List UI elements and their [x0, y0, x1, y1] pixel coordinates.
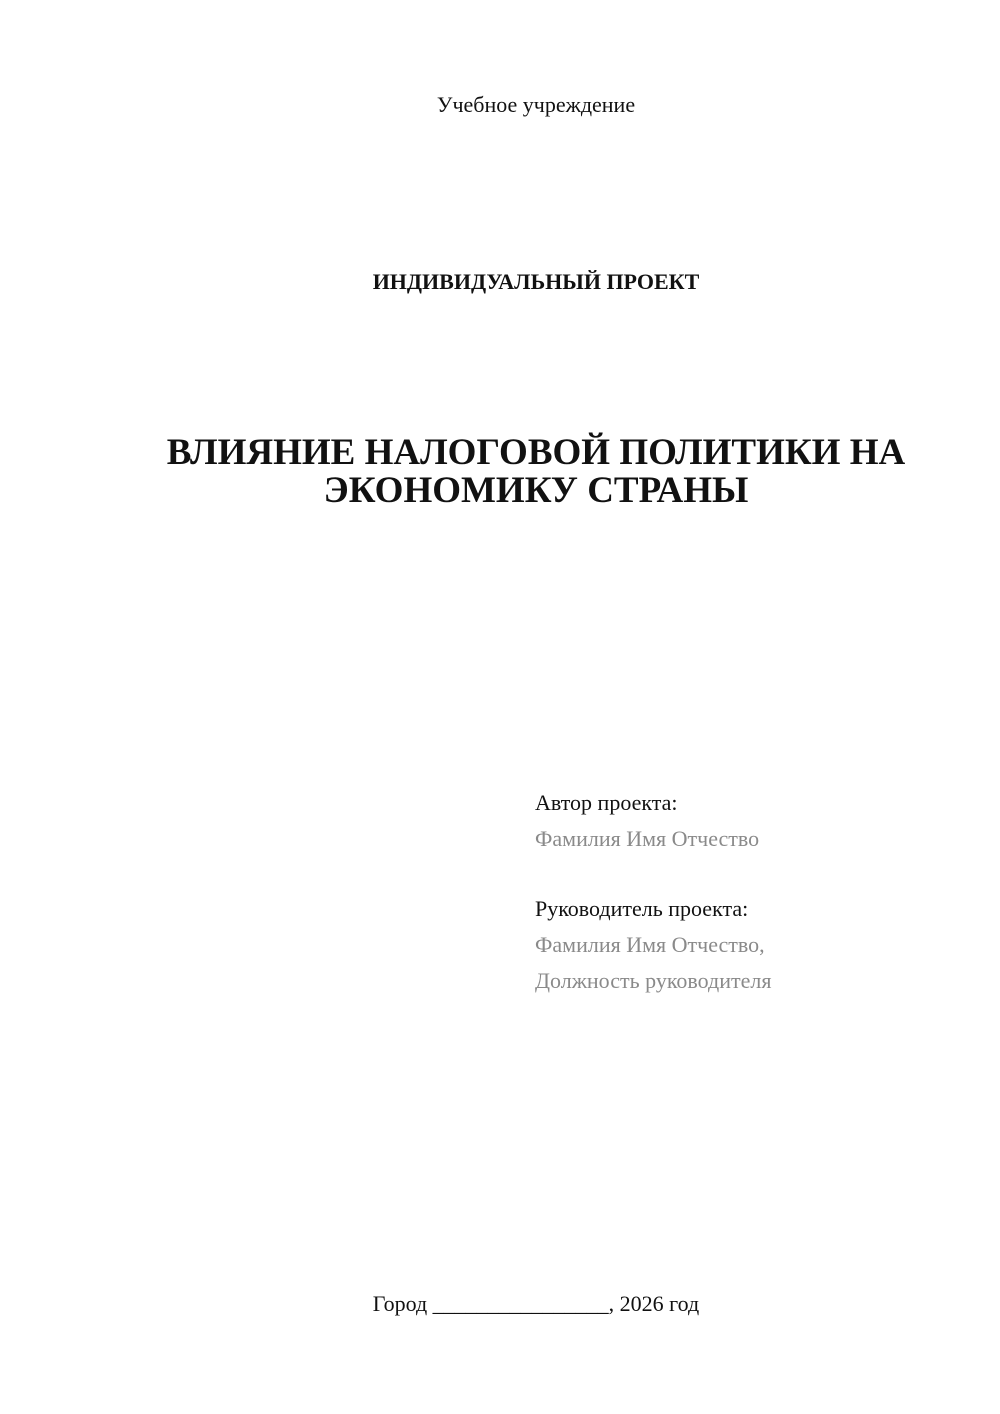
- city-year-line: Город ________________, 2026 год: [372, 1291, 700, 1316]
- supervisor-block: [535, 891, 771, 999]
- project-title-line-2: ЭКОНОМИКУ СТРАНЫ: [323, 470, 749, 511]
- author-label: Автор проекта:: [535, 790, 678, 815]
- institution-name: Учебное учреждение: [436, 92, 636, 117]
- author-block: [535, 785, 759, 857]
- project-title: [100, 434, 972, 510]
- supervisor-name: Фамилия Имя Отчество,: [535, 932, 765, 957]
- supervisor-label: Руководитель проекта:: [535, 896, 749, 921]
- project-title-line-1: ВЛИЯНИЕ НАЛОГОВОЙ ПОЛИТИКИ НА: [166, 432, 906, 473]
- document-type: ИНДИВИДУАЛЬНЫЙ ПРОЕКТ: [372, 269, 700, 294]
- supervisor-position: Должность руководителя: [535, 968, 772, 993]
- author-name: Фамилия Имя Отчество: [535, 826, 760, 851]
